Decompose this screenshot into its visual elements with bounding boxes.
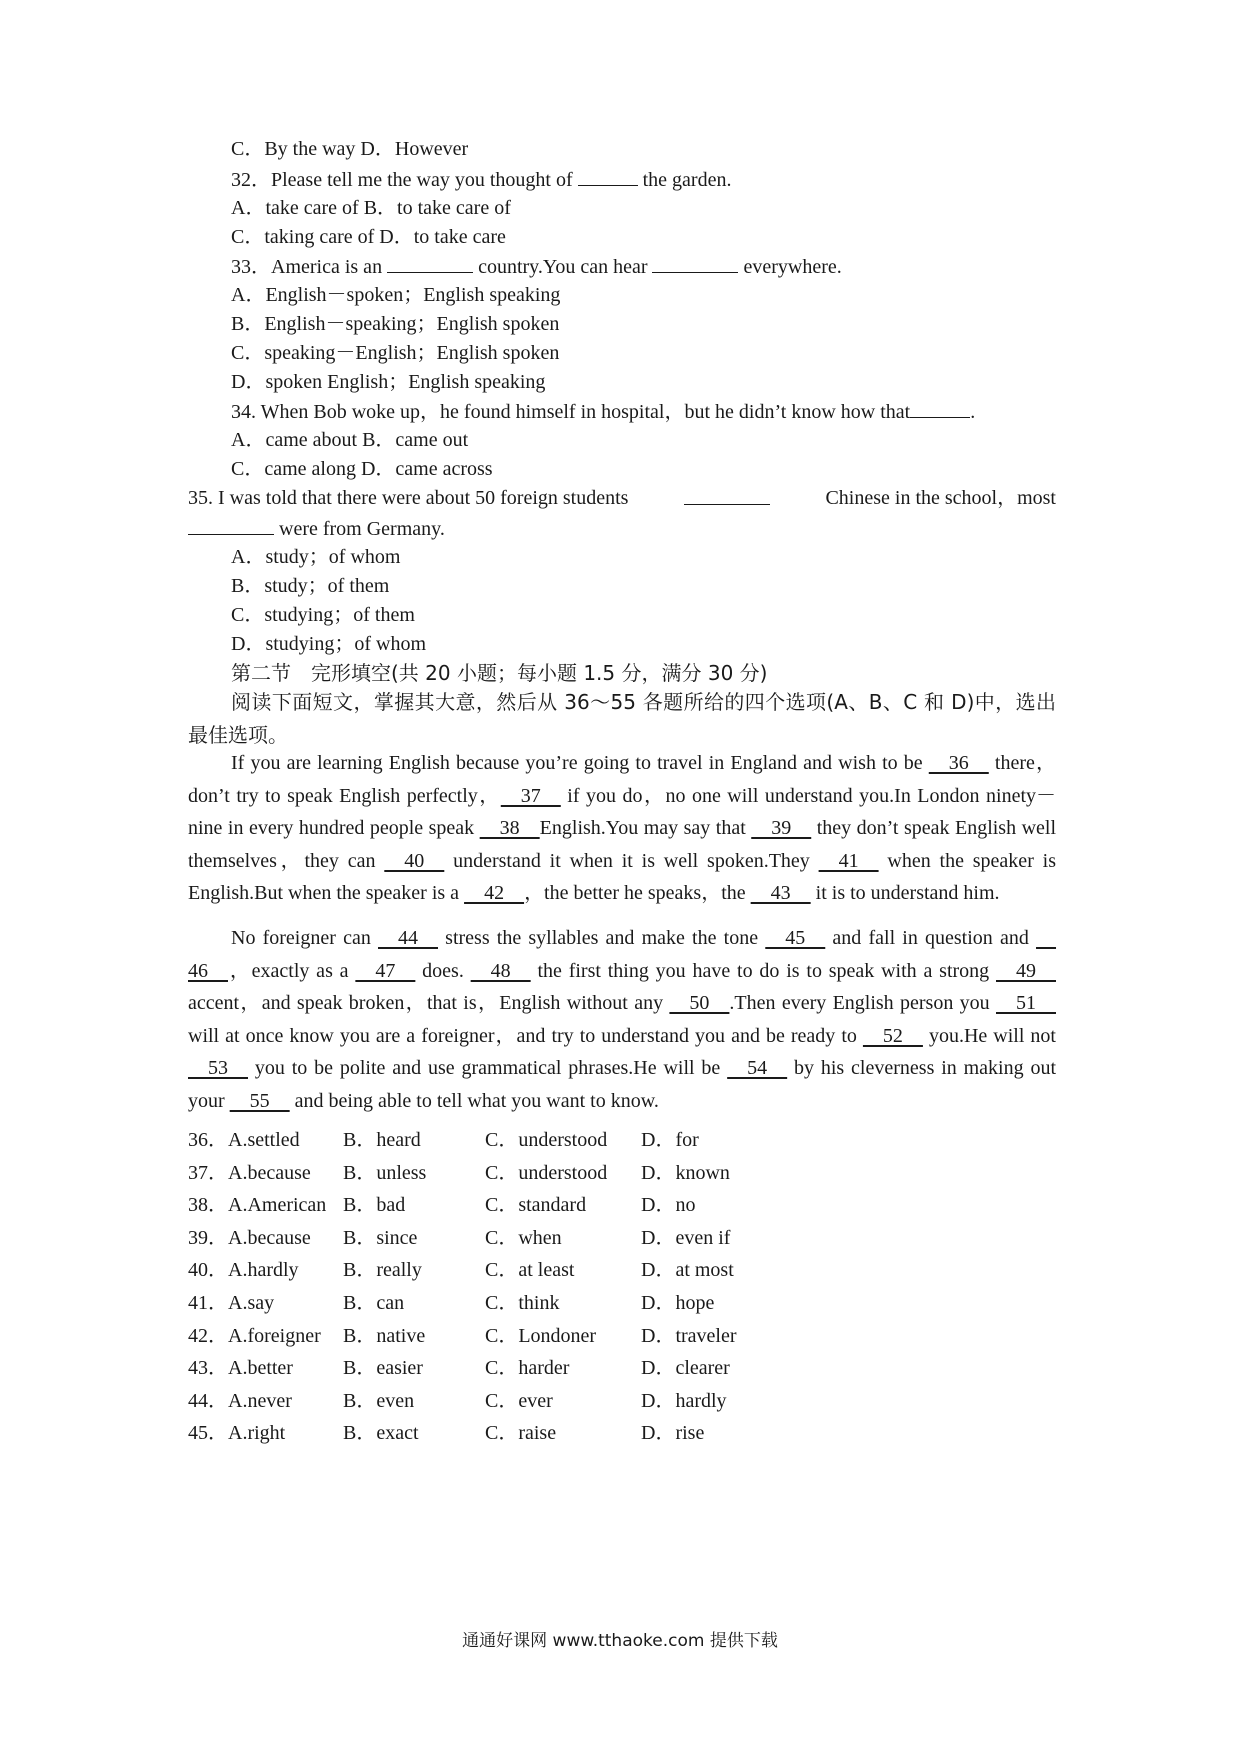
paragraph-text: English.You may say that xyxy=(539,817,752,840)
option-cell: C．think xyxy=(485,1291,560,1314)
option-cell: 41．A.say xyxy=(188,1291,275,1314)
option-cell: C．at least xyxy=(485,1259,575,1282)
cloze-blank-44: 44 xyxy=(378,927,438,949)
option-cell: B．native xyxy=(343,1324,426,1347)
answer-blank xyxy=(684,486,770,505)
paragraph-text: No foreigner can xyxy=(231,927,378,949)
cloze-blank-52: 52 xyxy=(862,1024,923,1047)
cloze-blank-42: 42 xyxy=(464,882,525,905)
option-cell: 40．A.hardly xyxy=(188,1259,299,1282)
paragraph-text: accent，and speak broken，that is，English without any xyxy=(188,992,670,1015)
option-cell: D．clearer xyxy=(641,1357,730,1380)
option-cell: B．really xyxy=(343,1259,422,1282)
q34-options-ab: A．came about B．came out xyxy=(231,429,469,451)
answer-blank xyxy=(578,167,638,186)
option-cell: 44．A.never xyxy=(188,1389,292,1412)
cloze-options-table xyxy=(188,1124,761,1450)
q34-options-cd: C．came along D．came across xyxy=(231,458,493,480)
cloze-blank-54: 54 xyxy=(727,1057,788,1080)
paragraph-text: and fall in question and xyxy=(825,927,1037,949)
q33-option-a: A．English－spoken；English speaking xyxy=(231,284,561,306)
cloze-paragraph-1 xyxy=(188,747,1056,910)
option-cell: D．no xyxy=(641,1194,696,1217)
cloze-blank-43: 43 xyxy=(750,882,811,905)
paragraph-text: if you do，no one will understand you.In London ninety－nine in every hundred people speak xyxy=(188,784,1057,840)
q33-option-c: C．speaking－English；English spoken xyxy=(231,342,560,364)
paragraph-text: and being able to tell what you want to know. xyxy=(289,1089,659,1112)
paragraph-text: you to be polite and use grammatical phrases.He will be xyxy=(248,1057,728,1080)
option-cell: 36．A.settled xyxy=(188,1129,300,1151)
cloze-blank-46: 46 xyxy=(188,927,1057,982)
cloze-blank-45: 45 xyxy=(765,927,826,949)
paragraph-text: understand it when it is well spoken.They xyxy=(444,849,819,872)
q33-stem-a: 33．America is an xyxy=(231,256,388,278)
option-cell: 37．A.because xyxy=(188,1161,311,1184)
option-cell: B．unless xyxy=(343,1161,427,1184)
paragraph-text: ，the better he speaks，the xyxy=(524,882,751,905)
option-row xyxy=(188,1124,761,1157)
paragraph-text: it is to understand him. xyxy=(810,882,1000,905)
option-cell: B．heard xyxy=(343,1129,421,1151)
cloze-blank-41: 41 xyxy=(818,849,879,872)
q35-option-b: B．study；of them xyxy=(231,575,390,597)
option-row xyxy=(188,1287,761,1320)
option-cell: C．understood xyxy=(485,1161,608,1184)
option-cell: 43．A.better xyxy=(188,1357,293,1380)
q33-stem xyxy=(231,254,842,279)
paragraph-text: ，exactly as a xyxy=(228,959,356,982)
option-cell: B．easier xyxy=(343,1357,423,1380)
q35-stem-line2 xyxy=(188,516,445,541)
q34-stem-b: . xyxy=(970,401,976,423)
cloze-blank-53: 53 xyxy=(188,1057,248,1080)
option-row xyxy=(188,1254,761,1287)
q33-stem-b: country.You can hear xyxy=(473,256,653,278)
cloze-blank-40: 40 xyxy=(384,849,445,872)
q35-stem-c: were from Germany. xyxy=(274,518,445,540)
cloze-blank-39: 39 xyxy=(751,817,812,840)
q35-stem-line1 xyxy=(188,486,1056,510)
paragraph-text: when the speaker is English.But when the speaker is a xyxy=(188,849,1056,905)
q32-options-ab: A．take care of B．to take care of xyxy=(231,197,511,219)
option-cell: C．understood xyxy=(485,1129,608,1151)
paragraph-text: If you are learning English because you’re going to travel in England and wish to be xyxy=(231,752,929,774)
q32-stem xyxy=(231,167,731,192)
option-row xyxy=(188,1352,761,1385)
paragraph-text: by his cleverness in making out your xyxy=(188,1057,1057,1112)
option-cell: D．even if xyxy=(641,1226,731,1249)
cloze-blank-37: 37 xyxy=(500,784,561,807)
page-footer: 通通好课网 www.tthaoke.com 提供下载 xyxy=(462,1631,778,1651)
option-row xyxy=(188,1222,761,1255)
option-cell: B．bad xyxy=(343,1194,406,1217)
option-cell: D．traveler xyxy=(641,1324,737,1347)
option-cell: B．can xyxy=(343,1291,405,1314)
paragraph-text: they don’t speak English well themselves，they can xyxy=(188,817,1057,872)
q35-stem-b: Chinese in the school，most xyxy=(825,487,1056,509)
option-cell: D．rise xyxy=(641,1422,705,1445)
cloze-blank-48: 48 xyxy=(470,959,531,982)
paragraph-text: .Then every English person you xyxy=(729,992,996,1015)
answer-blank xyxy=(188,516,274,535)
option-cell: D．for xyxy=(641,1129,699,1151)
paragraph-text: stress the syllables and make the tone xyxy=(438,927,766,949)
q34-stem-a: 34. When Bob woke up，he found himself in hospital，but he didn’t know how that xyxy=(231,401,911,423)
q32-stem-a: 32．Please tell me the way you thought of xyxy=(231,169,578,191)
q33-stem-c: everywhere. xyxy=(738,256,842,278)
option-cell: C．when xyxy=(485,1226,562,1249)
option-cell: D．hardly xyxy=(641,1389,727,1412)
option-cell: D．at most xyxy=(641,1259,734,1282)
q32-stem-b: the garden. xyxy=(637,169,732,191)
option-row xyxy=(188,1385,761,1418)
q33-option-b: B．English－speaking；English spoken xyxy=(231,313,560,335)
q35-option-c: C．studying；of them xyxy=(231,604,415,626)
option-cell: C．Londoner xyxy=(485,1324,597,1347)
paragraph-text: the first thing you have to do is to speak with a strong xyxy=(530,959,996,982)
option-cell: C．raise xyxy=(485,1422,557,1445)
paragraph-text: there，don’t try to speak English perfectly， xyxy=(188,752,1056,807)
option-cell: D．known xyxy=(641,1161,730,1184)
section-instructions: 阅读下面短文，掌握其大意，然后从 36～55 各题所给的四个选项(A、B、C 和 D)中，选出最佳选项。 xyxy=(188,690,1056,747)
q35-option-a: A．study；of whom xyxy=(231,546,401,568)
q35-stem-a: 35. I was told that there were about 50 foreign students xyxy=(188,487,629,509)
cloze-blank-47: 47 xyxy=(355,959,416,982)
paragraph-text: you.He will not xyxy=(922,1024,1056,1047)
q35-option-d: D．studying；of whom xyxy=(231,633,426,655)
answer-blank xyxy=(387,254,473,273)
cloze-paragraph-2 xyxy=(188,922,1056,1118)
cloze-blank-51: 51 xyxy=(996,992,1056,1015)
option-cell: 38．A.American xyxy=(188,1194,327,1217)
cloze-blank-38: 38 xyxy=(479,817,540,840)
option-cell: B．even xyxy=(343,1389,415,1412)
answer-blank xyxy=(652,254,738,273)
option-cell: B．since xyxy=(343,1226,418,1249)
option-cell: C．standard xyxy=(485,1194,587,1217)
answer-blank xyxy=(910,399,970,418)
option-cell: 39．A.because xyxy=(188,1226,311,1249)
option-cell: C．ever xyxy=(485,1389,553,1412)
option-row xyxy=(188,1417,761,1450)
cloze-blank-36: 36 xyxy=(928,752,989,774)
option-row xyxy=(188,1189,761,1222)
option-row xyxy=(188,1320,761,1353)
option-cell: C．harder xyxy=(485,1357,570,1380)
cloze-blank-49: 49 xyxy=(996,959,1056,982)
option-cell: 42．A.foreigner xyxy=(188,1324,321,1347)
q33-option-d: D．spoken English；English speaking xyxy=(231,371,546,393)
cloze-blank-50: 50 xyxy=(669,992,730,1015)
q32-options-cd: C．taking care of D．to take care xyxy=(231,226,506,248)
option-row xyxy=(188,1157,761,1190)
option-cell: 45．A.right xyxy=(188,1422,286,1445)
option-cell: B．exact xyxy=(343,1422,419,1445)
option-cell: D．hope xyxy=(641,1291,715,1314)
paragraph-text: will at once know you are a foreigner，and try to understand you and be ready to xyxy=(188,1024,863,1047)
cloze-blank-55: 55 xyxy=(229,1089,290,1112)
q31-options: C．By the way D．However xyxy=(231,138,469,160)
paragraph-text: does. xyxy=(415,959,471,982)
section-title: 第二节 完形填空(共 20 小题；每小题 1.5 分，满分 30 分) xyxy=(231,661,768,685)
q34-stem xyxy=(231,399,975,424)
